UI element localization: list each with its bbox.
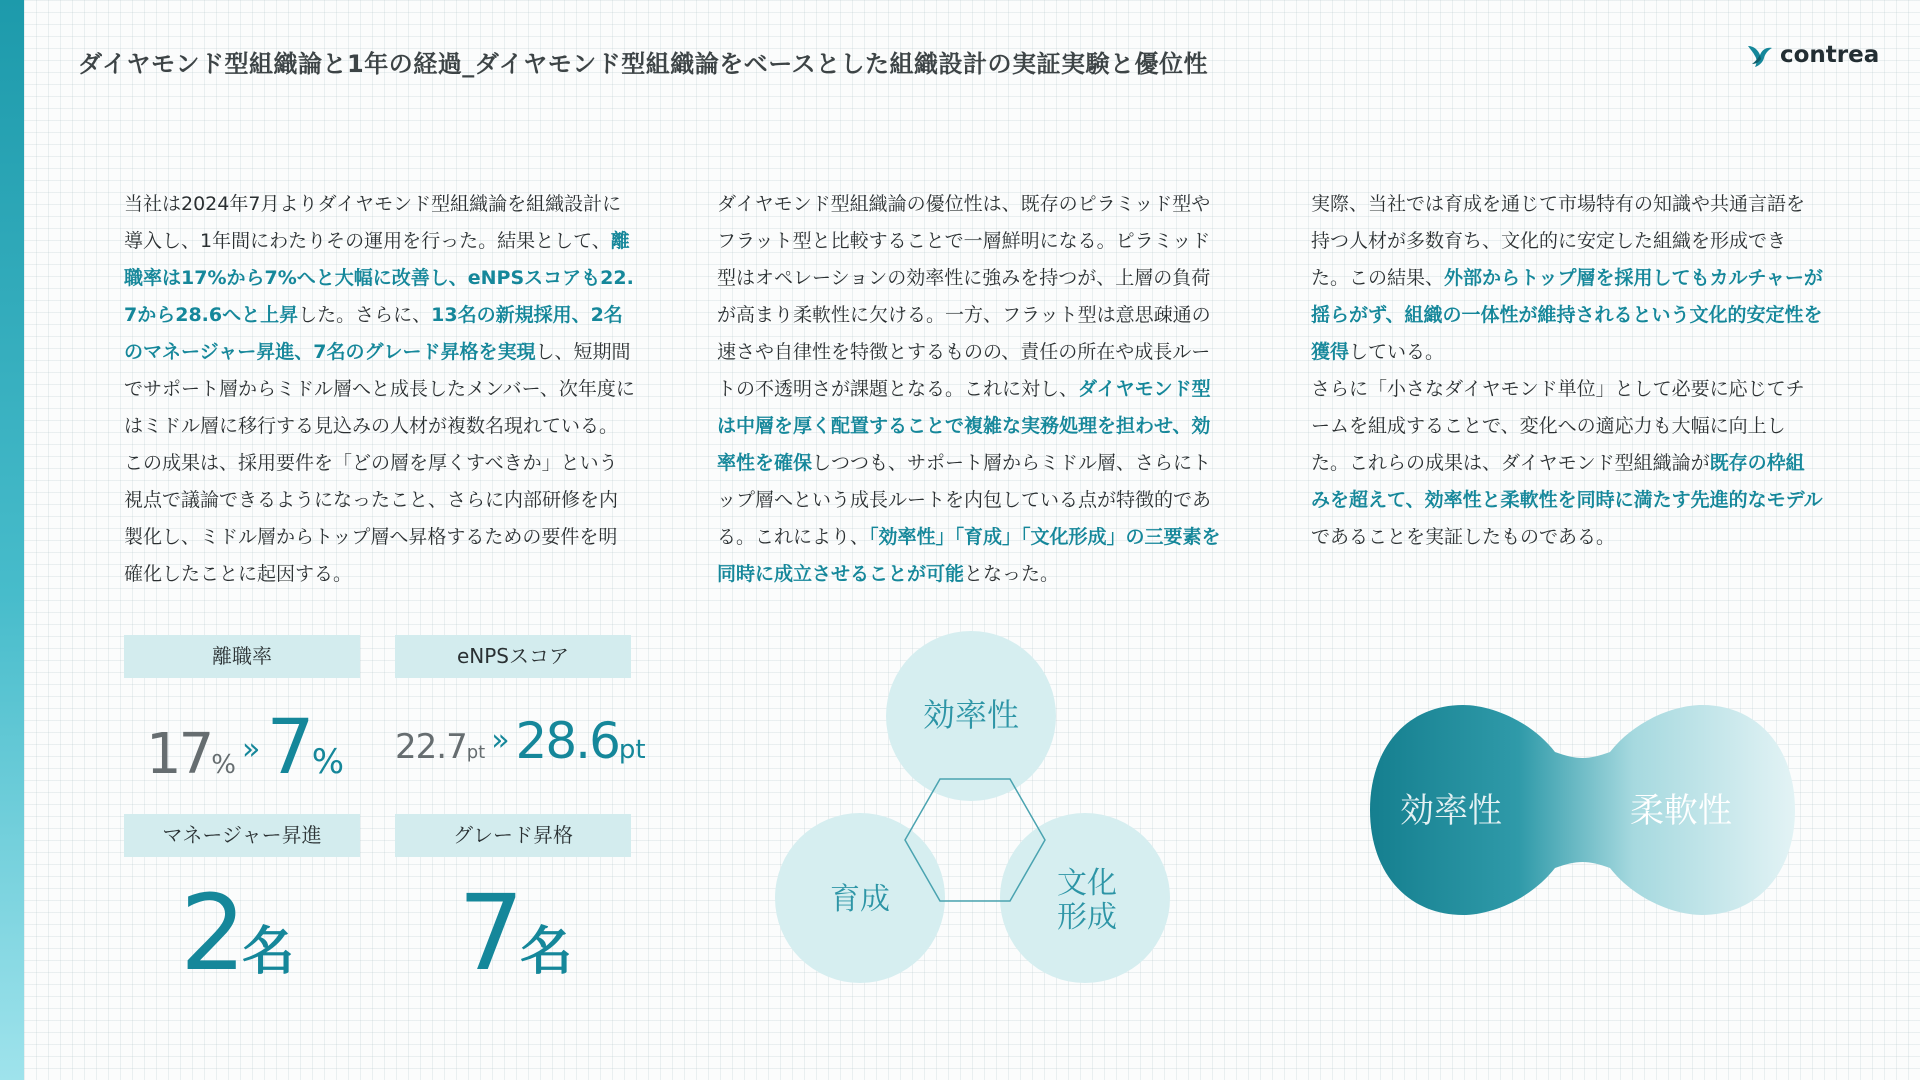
grade-count: 7 (458, 872, 521, 994)
grade-unit: 名 (520, 922, 573, 982)
grade-label: グレード昇格 (395, 814, 631, 857)
col3-text-4: であることを実証したものである。 (1311, 526, 1616, 548)
enps-after-unit: pt (618, 735, 646, 765)
circle-label-growth: 育成 (830, 882, 890, 917)
turnover-after-unit: % (311, 742, 345, 782)
enps-arrow-icon: » (491, 723, 510, 758)
turnover-after: 7 (266, 702, 312, 791)
circle-label-efficiency: 効率性 (922, 696, 1020, 734)
manager-count: 2 (180, 872, 243, 994)
side-accent-bar (0, 0, 24, 1080)
col2-highlight-1: ダイヤモンド型は中層を厚く配置することで複雑な実務処理を担わせ、効率性を確保 (717, 378, 1211, 474)
column-2-text (717, 186, 1229, 593)
manager-label: マネージャー昇進 (124, 814, 360, 857)
manager-value (180, 872, 294, 994)
turnover-label: 離職率 (124, 635, 360, 678)
turnover-before-unit: % (211, 750, 236, 780)
col3-highlight-1: 外部からトップ層を採用してもカルチャーが揺らがず、組織の一体性が維持されるという文化的安定性を獲得 (1311, 267, 1823, 363)
column-1-text (124, 186, 636, 593)
turnover-before: 17 (146, 722, 212, 787)
enps-before-unit: pt (466, 742, 486, 763)
turnover-value (146, 702, 344, 791)
col2-text-2: しつつも、サポート層からミドル層、さらにトップ層へという成長ルートを内包している点が特徴的である。これにより、 (717, 452, 1212, 548)
logo-text: contrea (1780, 42, 1880, 68)
col2-highlight-2: 「効率性」「育成」「文化形成」の三要素を同時に成立させることが可能 (717, 526, 1221, 585)
enps-label: eNPSスコア (395, 635, 631, 678)
column-3-text (1311, 186, 1823, 556)
col2-text-3: となった。 (964, 563, 1060, 585)
circle-label-culture-2: 形成 (1057, 900, 1117, 935)
turnover-arrow-icon: » (241, 732, 261, 767)
col1-text-3: し、短期間でサポート層からミドル層へと成長したメンバー、次年度にはミドル層に移行する見込みの人材が複数名現れている。この成果は、採用要件を「どの層を厚くすべきか」という視点で議論できるようになったこと、さらに内部研修を内製化し、ミドル層からトップ層へ昇格するための要件を明確化したことに起因する。 (124, 341, 635, 585)
blob-label-efficiency: 効率性 (1400, 791, 1502, 831)
enps-value (395, 712, 646, 770)
triad-diagram (760, 620, 1180, 1000)
col3-text-2: している。 (1349, 341, 1445, 363)
page-title: ダイヤモンド型組織論と1年の経過_ダイヤモンド型組織論をベースとした組織設計の実証実験と優位性 (78, 50, 1209, 78)
circle-label-culture-1: 文化 (1057, 866, 1117, 901)
brand-logo[interactable] (1746, 42, 1879, 68)
col3-text-1: 実際、当社では育成を通じて市場特有の知識や共通言語を持つ人材が多数育ち、文化的に安定した組織を形成できた。この結果、 (1311, 193, 1806, 289)
col3-highlight-2: 既存の枠組みを超えて、効率性と柔軟性を同時に満たす先進的なモデル (1311, 452, 1823, 511)
blob-label-flexibility: 柔軟性 (1630, 791, 1732, 831)
col1-highlight-2: 13名の新規採用、2名のマネージャー昇進、7名のグレード昇格を実現 (124, 304, 623, 363)
grade-value (458, 872, 572, 994)
col2-text-1: ダイヤモンド型組織論の優位性は、既存のピラミッド型やフラット型と比較することで一層鮮明になる。ピラミッド型はオペレーションの効率性に強みを持つが、上層の負荷が高まり柔軟性に欠ける。一方、フラット型は意思疎通の速さや自律性を特徴とするものの、責任の所在や成長ルートの不透明さが課題となる。これに対し、 (717, 193, 1211, 400)
manager-unit: 名 (242, 922, 295, 982)
enps-before: 22.7 (395, 727, 467, 767)
col1-text-1: 当社は2024年7月よりダイヤモンド型組織論を組織設計に導入し、1年間にわたりその運用を行った。結果として、 (124, 193, 622, 252)
col1-highlight-1: 離職率は17%から7%へと大幅に改善し、eNPSスコアも22.7から28.6へと上昇 (124, 230, 634, 326)
efficiency-flexibility-diagram (1330, 680, 1810, 940)
col1-text-2: した。さらに、 (298, 304, 432, 326)
enps-after: 28.6 (515, 712, 619, 770)
col3-text-3: さらに「小さなダイヤモンド単位」として必要に応じてチームを組成することで、変化への適応力も大幅に向上した。これらの成果は、ダイヤモンド型組織論が (1311, 378, 1805, 474)
bird-logo-icon (1746, 42, 1774, 68)
